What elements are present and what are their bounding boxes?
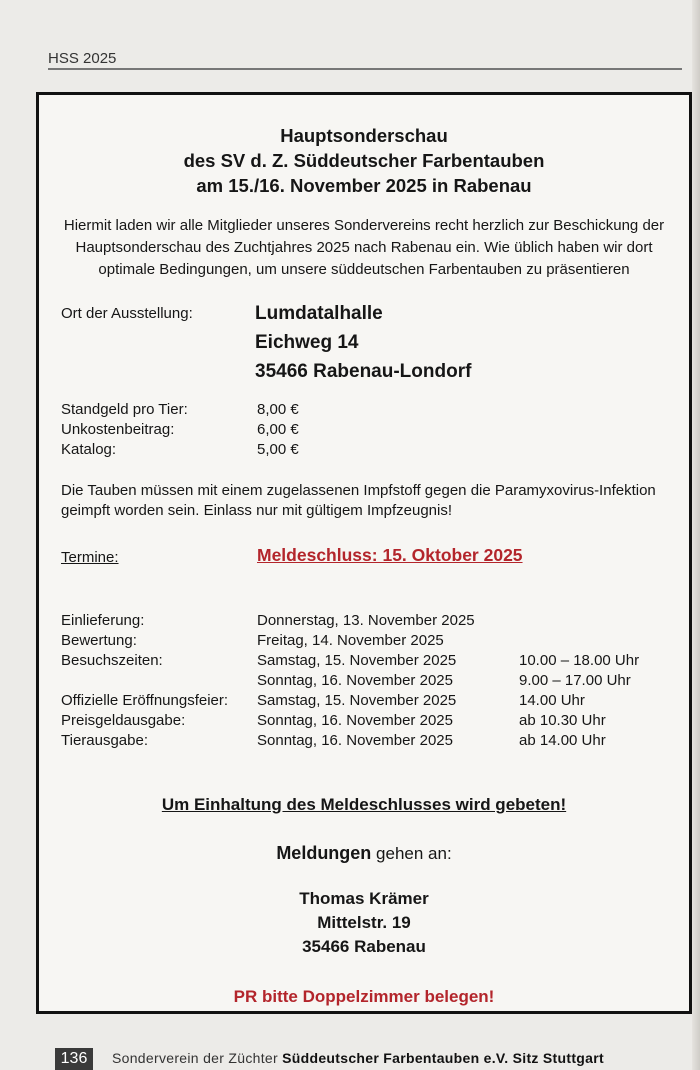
title-line: des SV d. Z. Süddeutscher Farbentauben bbox=[183, 150, 545, 171]
termine-label: Termine: bbox=[61, 549, 119, 566]
schedule-time: 9.00 – 17.00 Uhr bbox=[519, 672, 631, 689]
vaccination-note: Die Tauben müssen mit einem zugelassenen Impfstoff gegen die Paramyxovirus-Infektion geimpft worden sein. Einlass nur mit gültigem Impfzeugnis! bbox=[61, 482, 656, 519]
title-line: Hauptsonderschau bbox=[280, 125, 448, 146]
deadline: Meldeschluss: 15. Oktober 2025 bbox=[257, 545, 523, 565]
deadline-reminder: Um Einhaltung des Meldeschlusses wird gebeten! bbox=[161, 795, 567, 814]
page-header-title: HSS 2025 bbox=[48, 50, 117, 67]
schedule-date: Samstag, 15. November 2025 bbox=[257, 652, 457, 669]
fee-label: Unkostenbeitrag: bbox=[61, 421, 175, 438]
schedule-time: ab 14.00 Uhr bbox=[519, 732, 606, 749]
footer-text bbox=[112, 1050, 604, 1066]
schedule-label: Besuchszeiten: bbox=[61, 652, 163, 669]
footer-text-bold: Süddeutscher Farbentauben e.V. Sitz Stuttgart bbox=[282, 1050, 604, 1066]
pr-note: PR bitte Doppelzimmer belegen! bbox=[233, 987, 495, 1006]
registrations-rest: gehen an: bbox=[371, 844, 452, 863]
schedule-date: Samstag, 15. November 2025 bbox=[257, 692, 457, 709]
fee-label: Standgeld pro Tier: bbox=[61, 401, 188, 418]
contact-line: Thomas Krämer bbox=[299, 889, 429, 908]
contact-line: 35466 Rabenau bbox=[302, 937, 426, 956]
venue-line: Eichweg 14 bbox=[255, 332, 359, 353]
schedule-time: 14.00 Uhr bbox=[519, 692, 585, 709]
fee-value: 8,00 € bbox=[257, 401, 299, 418]
fee-label: Katalog: bbox=[61, 441, 117, 458]
contact-address bbox=[39, 887, 689, 959]
schedule-date: Donnerstag, 13. November 2025 bbox=[257, 612, 475, 629]
header-rule bbox=[48, 68, 682, 70]
page-number: 136 bbox=[55, 1048, 93, 1070]
schedule-date: Sonntag, 16. November 2025 bbox=[257, 672, 453, 689]
schedule-time: 10.00 – 18.00 Uhr bbox=[519, 652, 640, 669]
notice-box bbox=[36, 92, 692, 1014]
registrations-bold: Meldungen bbox=[276, 843, 372, 863]
registrations-heading bbox=[39, 843, 689, 864]
schedule-label: Preisgeldausgabe: bbox=[61, 712, 186, 729]
intro-text: Hiermit laden wir alle Mitglieder unseres Sondervereins recht herzlich zur Beschickung der Hauptsonderschau des Zuchtjahres 2025 nach Rabenau ein. Wie üblich haben wir dort optimale Bedingungen, um unsere süddeutschen Farbentauben zu präsentieren bbox=[63, 217, 665, 278]
title-line: am 15./16. November 2025 in Rabenau bbox=[196, 175, 532, 196]
venue-label: Ort der Ausstellung: bbox=[61, 305, 193, 322]
fee-value: 5,00 € bbox=[257, 441, 299, 458]
schedule-time: ab 10.30 Uhr bbox=[519, 712, 606, 729]
venue-line: 35466 Rabenau-Londorf bbox=[255, 361, 472, 382]
venue-address bbox=[255, 299, 471, 386]
schedule-date: Sonntag, 16. November 2025 bbox=[257, 732, 453, 749]
schedule-label: Offizielle Eröffnungsfeier: bbox=[61, 692, 229, 709]
venue-line: Lumdatalhalle bbox=[255, 303, 383, 324]
footer-text-plain: Sonderverein der Züchter bbox=[112, 1050, 283, 1066]
schedule-label: Tierausgabe: bbox=[61, 732, 148, 749]
page-edge bbox=[692, 0, 700, 1070]
contact-line: Mittelstr. 19 bbox=[317, 913, 411, 932]
schedule-label: Einlieferung: bbox=[61, 612, 145, 629]
schedule-label: Bewertung: bbox=[61, 632, 137, 649]
schedule-date: Sonntag, 16. November 2025 bbox=[257, 712, 453, 729]
fee-value: 6,00 € bbox=[257, 421, 299, 438]
schedule-date: Freitag, 14. November 2025 bbox=[257, 632, 444, 649]
notice-title bbox=[39, 123, 689, 198]
